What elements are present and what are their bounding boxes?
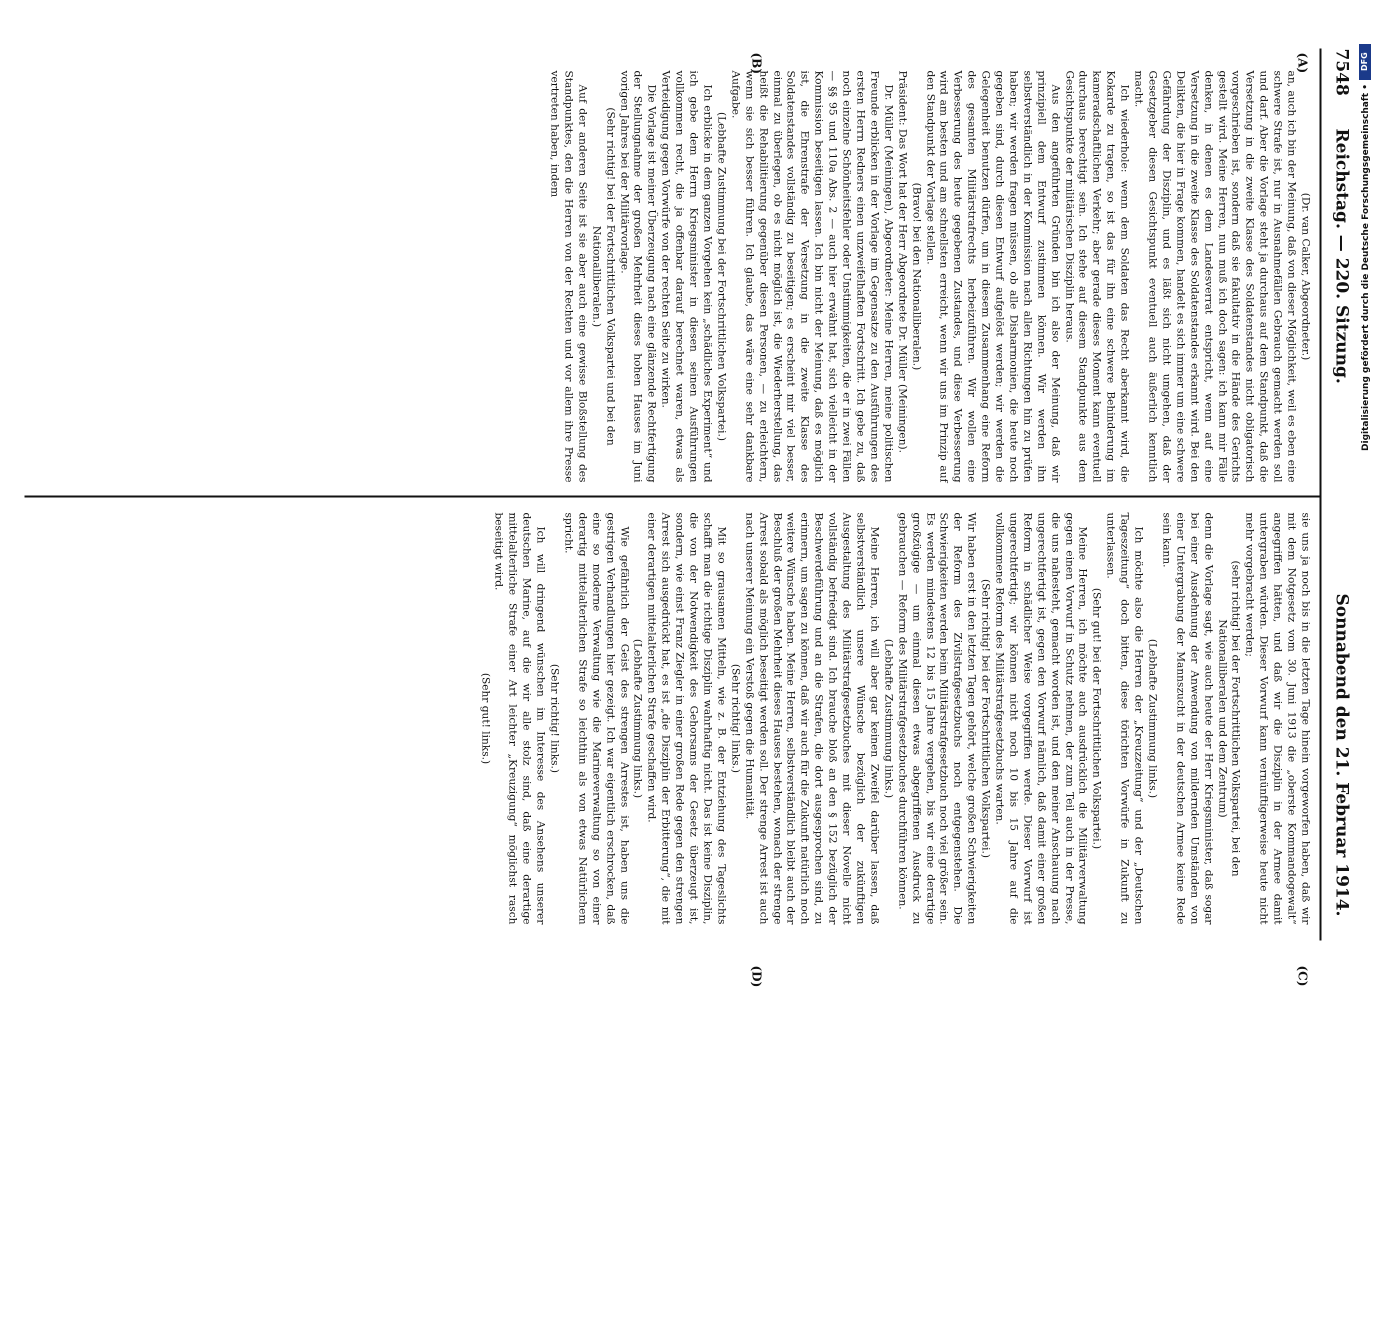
paragraph: Ich will dringend wünschen im Interesse des Ansehens unserer deutschen Marine, auf die wir alle stolz sind, daß eine derartige mittelalterliche Strafe einer Art leichter „Kreuzigung“ möglichst rasch beseitigt wird. (492, 512, 547, 924)
dfg-logo: DFG (1359, 44, 1371, 80)
header-rule (1319, 48, 1321, 940)
session-date: Sonnabend den 21. Februar 1914. (1331, 593, 1351, 916)
paragraph: Aus den angeführten Gründen bin ich also der Meinung, daß wir prinzipiell dem Entwurf zustimmen können. Wir werden ihn selbstverständlich in der Kommission nach allen Richtungen hin zu prüfen haben; wir werden fragen müssen, ob alle Disharmonien, die heute noch gegeben sind, durch diesen Entwurf aufgelöst werden; wir werden die Gelegenheit benutzen dürfen, um in diesem Zusammenhang eine Reform des gesamten Militärstrafrechts herbeizuführen. Wir wollen eine Verbesserung des heute gegebenen Zustandes, und diese Verbesserung wird am besten und am schnellsten erreicht, wenn wir uns im Prinzip auf den Standpunkt der Vorlage stellen. (923, 70, 1061, 482)
right-column (477, 512, 1311, 924)
left-column (546, 70, 1311, 482)
stage-note: (Lebhafte Zustimmung bei der Fortschrittlichen Volkspartei.) (714, 111, 727, 441)
stage-note: (Dr. van Calker, Abgeordneter.) (1299, 192, 1311, 360)
paragraph: denn die Vorlage sagt, wie auch heute der Herr Kriegsminister, daß sogar bei einer Ausdehnung der Anwendung von mildernden Umständen von einer Untergrabung der Mannszucht in der deutschen Armee keine Rede sein kann. (1159, 512, 1214, 924)
stage-note: (Sehr richtig! bei der Fortschrittlichen Volkspartei und bei den Nationalliberalen.) (589, 106, 616, 446)
stage-note: (Sehr gut! bei der Fortschrittlichen Volkspartei.) (1090, 587, 1103, 849)
digitization-credit (1360, 40, 1377, 1340)
paragraph: an, auch ich bin der Meinung, daß von dieser Möglichkeit, weil es eben eine schwere Strafe ist, nur in Ausnahmefällen Gebrauch gemacht werden soll und darf. Aber die Vorlage steht ja durchaus auf dem Standpunkt, daß die Versetzung in die zweite Klasse des Soldatenstandes nicht obligatorisch vorgeschrieben ist, sondern daß sie fakultativ in die Hände des Gerichts gestellt wird. Meine Herren, nun muß ich doch sagen: ich kann mir Fälle denken, in denen es dem Landesverrat entspricht, wenn auf eine Versetzung in die zweite Klasse des Soldatenstandes erkannt wird. Bei den Delikten, die hier in Frage kommen, handelt es sich immer um eine schwere Gefährdung der Disziplin, und es läßt sich nicht umgehen, daß der Gesetzgeber diesen Gesichtspunkt eventuell auch äußerlich kenntlich macht. (1132, 70, 1298, 482)
paragraph: Auf der anderen Seite ist sie aber auch eine gewisse Bloßstellung des Standpunktes, den die Herren von der Rechten und vor allem ihre Presse vertreten haben, indem (548, 70, 588, 482)
paragraph: Wie gefährlich der Geist des strengen Arrestes ist, haben uns die gestrigen Verhandlungen hier gezeigt. Ich war eigentlich erschrocken, daß eine so moderne Verwaltung wie die Marineverwaltung so von einer derartig mittelalterlichen Strafe so leichthin als von etwas Natürlichem spricht. (561, 512, 630, 924)
column-divider (24, 495, 1321, 497)
session-title: Reichstag. — 220. Sitzung. (1331, 128, 1351, 384)
paragraph: Ich wiederhole: wenn dem Soldaten das Recht aberkannt wird, die Kokarde zu tragen, so ist das für ihn eine schwere Behinderung im kameradschaftlichen Verkehr; aber gerade dieses Moment kann eventuell durchaus berechtigt sein. Ich stehe auf diesem Standpunkte aus dem Gesichtspunkte der militärischen Disziplin heraus. (1062, 70, 1131, 482)
stage-note: (Sehr gut! links.) (478, 672, 491, 764)
paragraph: Dr. Müller (Meiningen), Abgeordneter: Meine Herren, meine politischen Freunde erblicken in der Vorlage im Gegensatze zu den Ausführungen des ersten Herrn Redners einen unzweifelhaften Fortschritt. Ich gebe zu, daß noch einzelne Schönheitsfehler oder Unstimmigkeiten, die er in zwei Fällen — §§ 95 und 110a Abs. 2 — auch hier erwähnt hat, sich vielleicht in der Kommission beseitigen lassen. Ich bin nicht der Meinung, daß es möglich ist, die Ehrenstrafe der Versetzung in die zweite Klasse des Soldatenstandes vollständig zu beseitigen; es erscheint mir viel besser, einmal zu überlegen, ob es nicht möglich ist, die Wiederherstellung, das heißt die Rehabilitierung gegenüber diesen Personen, — zu erleichtern, wenn sie sich besser führen. Ich glaube, das wäre eine sehr dankbare Aufgabe. (728, 70, 894, 482)
margin-marker-b: (B) (749, 52, 763, 74)
margin-marker-a: (A) (1295, 52, 1309, 73)
paragraph: Wir haben erst in den letzten Tagen gehört, welche großen Schwierigkeiten der Reform des Zivilstrafgesetzbuchs noch entgegenstehen. Die Schwierigkeiten werden beim Militärstrafgesetzbuch noch viel größer sein. Es werden mindestens 12 bis 15 Jahre vergehen, bis wir eine derartige großzügige — um einmal diesen etwas abgegriffenen Ausdruck zu gebrauchen — Reform des Militärstrafgesetzbuches durchführen können. (895, 512, 978, 924)
page-number: 7548 (1331, 48, 1351, 96)
stage-note: (Sehr richtig! links.) (548, 663, 561, 773)
paragraph: Ich erblicke in dem ganzen Vorgehen kein „schädliches Experiment“ und ich gebe dem Herrn Kriegsminister in diesen seinen Ausführungen vollkommen recht, die ja offenbar darauf berechnet waren, etwas als Verteidigung gegen Vorwürfe von der rechten Seite zu wirken. (659, 70, 714, 482)
paragraph: Präsident: Das Wort hat der Herr Abgeordnete Dr. Müller (Meiningen). (895, 70, 908, 453)
page-header (1325, 48, 1353, 940)
margin-marker-d: (D) (749, 965, 763, 987)
paragraph: Mit so grausamen Mitteln, wie z. B. der Entziehung des Tageslichts schafft man die richtige Disziplin wahrhaftig nicht. Das ist keine Disziplin, die von der Notwendigkeit des Gehorsams der Gesetz überzeugt ist, sondern, wie einst Franz Ziegler in einer großen Rede gegen den strengen Arrest sich ausgedrückt hat, es ist „die Disziplin der Erbitterung“, die mit einer derartigen mittelalterlichen Strafe geschaffen wird. (645, 512, 727, 924)
stage-note: (sehr richtig! bei der Fortschrittlichen Volkspartei, bei den Nationalliberalen und dem Zentrum) (1215, 559, 1242, 877)
paragraph: Meine Herren, ich will aber gar keinen Zweifel darüber lassen, daß selbstverständlich unsere Wünsche bezüglich der zukünftigen Ausgestaltung des Militärstrafgesetzbuches mit dieser Novelle nicht vollständig befriedigt sind. Ich brauche bloß an den § 152 bezüglich der Beschwerdeführung und an die Strafen, die dort ausgesprochen sind, zu erinnern, um sagen zu können, daß wir auch für die Zukunft natürlich noch weitere Wünsche haben. Meine Herren, selbstverständlich bleibt auch der Beschluß der großen Mehrheit dieses Hauses bestehen, wonach der strenge Arrest sobald als möglich beseitigt werden soll. Der strenge Arrest ist auch nach unserer Meinung ein Verstoß gegen die Humanität. (742, 512, 880, 924)
stage-note: (Bravo! bei den Nationalliberalen.) (909, 182, 922, 370)
stage-note: (Sehr richtig! bei der Fortschrittlichen Volkspartei.) (979, 578, 992, 858)
paragraph: Die Vorlage ist meiner Überzeugung nach eine glänzende Rechtfertigung der Stellungnahme der großen Mehrheit dieses hohen Hauses im Juni vorigen Jahres bei der Militärvorlage. (617, 70, 658, 482)
stage-note: (Sehr richtig! links.) (728, 663, 741, 773)
paragraph: Meine Herren, ich möchte auch ausdrücklich die Militärverwaltung gegen einen Vorwurf in Schutz nehmen, der zum Teil auch in der Presse, die uns nahesteht, gemacht worden ist, und den meiner Anschauung nach ungerechtfertigt ist, gegen den Vorwurf nämlich, daß damit einer großen Reform in schädlicher Weise vorgegriffen werde. Dieser Vorwurf ist ungerechtfertigt; wir können nicht noch 10 bis 15 Jahre auf die vollkommene Reform des Militärstrafgesetzbuchs warten. (993, 512, 1089, 924)
stage-note: (Lebhafte Zustimmung links.) (881, 638, 894, 798)
credit-text: Digitalisierung gefördert durch die Deutsche Forschungsgemeinschaft • (1361, 84, 1371, 451)
paragraph: sie uns ja noch bis in die letzten Tage hinein vorgeworfen haben, daß wir mit dem Notgesetz vom 30. Juni 1913 die „oberste Kommandogewalt“ angegriffen hätten, und daß wir die Disziplin in der Armee damit untergraben würden. Dieser Vorwurf kann vernünftigerweise heute nicht mehr vorgebracht werden; (1243, 512, 1311, 924)
margin-marker-c: (C) (1295, 965, 1309, 986)
stage-note: (Lebhafte Zustimmung links.) (1146, 638, 1159, 798)
stage-note: (Lebhafte Zustimmung links.) (631, 638, 644, 798)
paragraph: Ich möchte also die Herren der „Kreuzzeitung“ und der „Deutschen Tageszeitung“ doch bitten, diese törichten Vorwürfe in Zukunft zu unterlassen. (1104, 512, 1145, 924)
